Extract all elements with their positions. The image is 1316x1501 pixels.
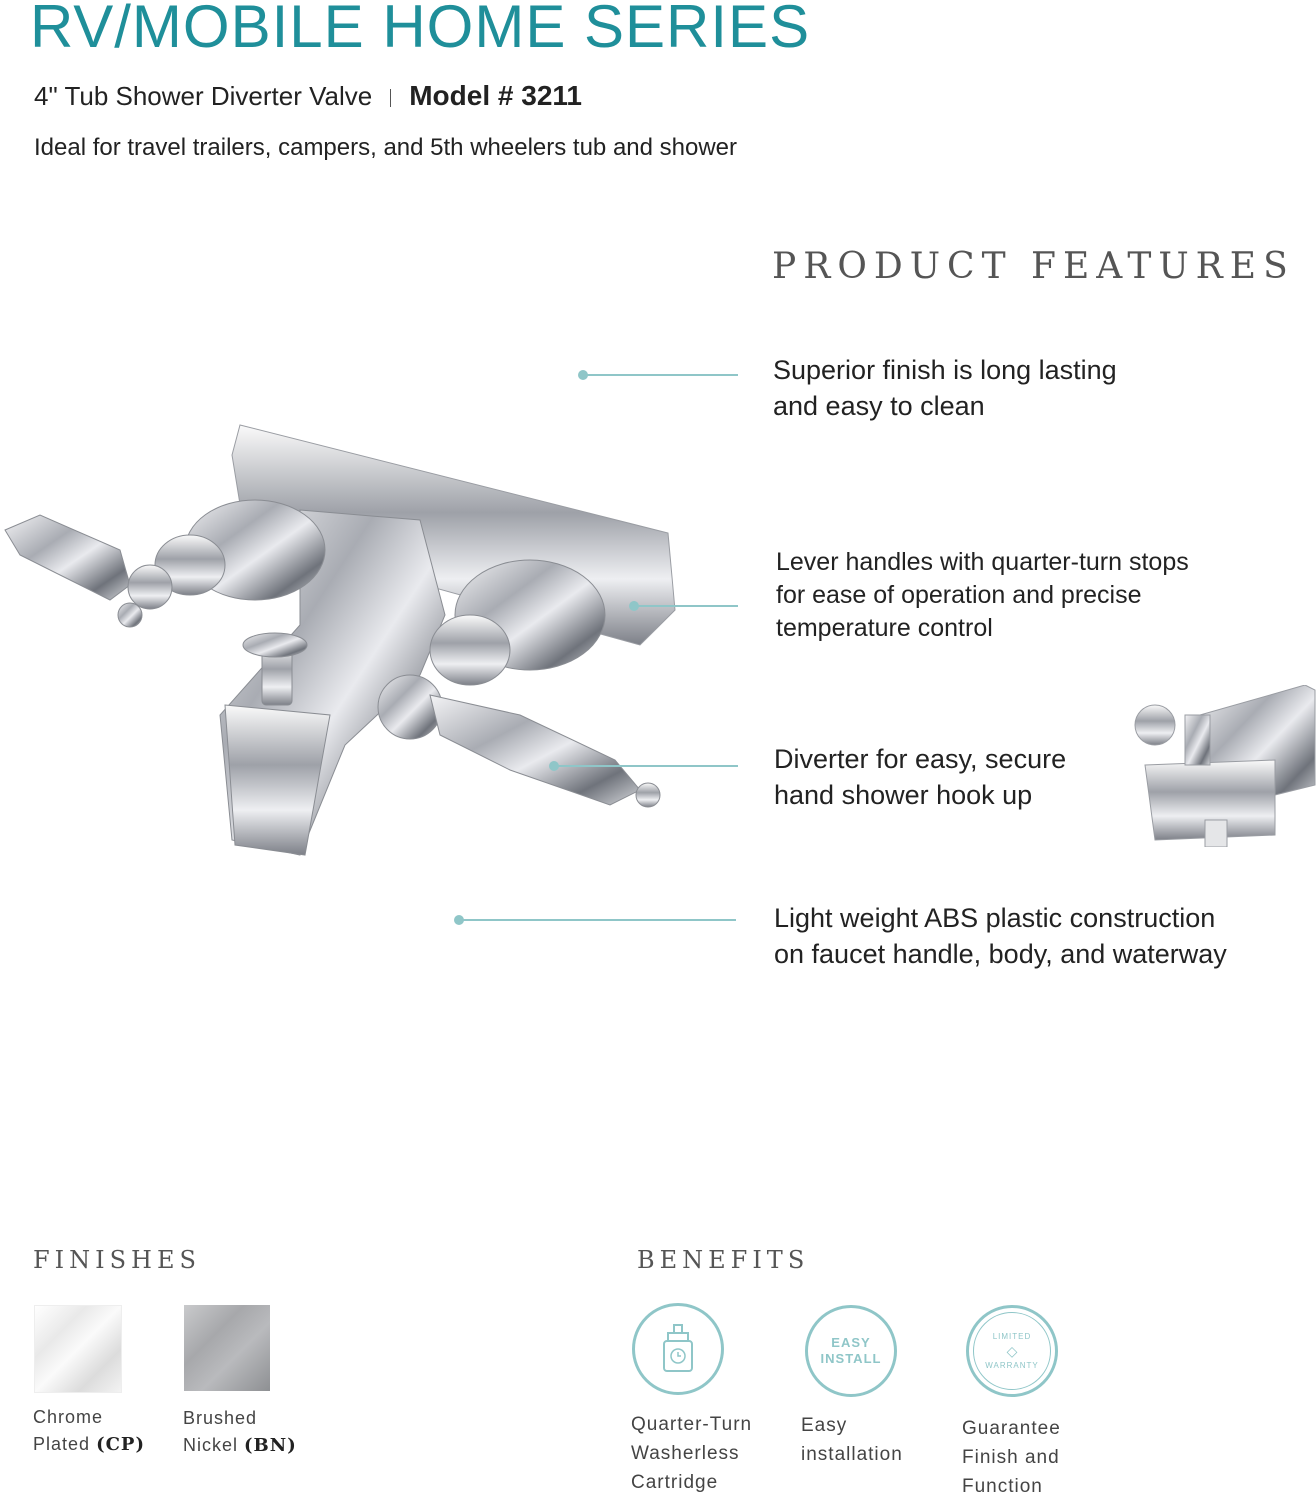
chrome-swatch [34, 1305, 122, 1393]
callout-line [554, 765, 738, 767]
easy-install-icon [805, 1305, 897, 1397]
callout-line [459, 919, 736, 921]
features-heading: PRODUCT FEATURES [772, 246, 1295, 287]
feature-line: for ease of operation and precise [776, 581, 1142, 609]
finishes-heading: FINISHES [33, 1246, 201, 1274]
benefit-easy-install-label: Easy installation [801, 1415, 903, 1465]
finish-nickel-label [183, 1405, 297, 1459]
divider [390, 89, 391, 107]
product-subtitle [34, 80, 582, 112]
benefit-cartridge-label: Quarter-Turn Washerless Cartridge [631, 1414, 753, 1493]
feature-line: temperature control [776, 614, 993, 642]
easy-install-icon-text: INSTALL [820, 1351, 882, 1366]
callout-line [634, 605, 738, 607]
faucet-product-image [0, 415, 700, 875]
finish-code: (CP) [96, 1434, 145, 1455]
feature-line: Diverter for easy, secure [774, 744, 1067, 774]
benefits-heading: BENEFITS [637, 1246, 810, 1274]
brushed-nickel-swatch [184, 1305, 270, 1391]
feature-line: on faucet handle, body, and waterway [774, 939, 1227, 969]
finish-chrome-label [33, 1404, 145, 1458]
finish-line: Plated [33, 1434, 91, 1454]
feature-line: hand shower hook up [774, 780, 1033, 810]
warranty-icon [966, 1305, 1058, 1397]
cartridge-icon [632, 1303, 724, 1395]
feature-finish [773, 352, 1117, 424]
finish-code: (BN) [244, 1435, 297, 1456]
feature-line: Superior finish is long lasting [773, 355, 1117, 385]
product-name: 4" Tub Shower Diverter Valve [34, 81, 373, 111]
feature-lever-handles [776, 546, 1189, 645]
warranty-icon-text: LIMITED [992, 1332, 1032, 1341]
easy-install-icon-text: EASY [831, 1335, 871, 1350]
page-title: RV/MOBILE HOME SERIES [30, 0, 811, 60]
finish-line: Brushed [183, 1408, 258, 1428]
feature-line: Lever handles with quarter-turn stops [776, 548, 1189, 576]
feature-diverter [774, 741, 1066, 813]
feature-line: Light weight ABS plastic construction [774, 903, 1216, 933]
benefit-warranty-label: Guarantee Finish and Function [962, 1418, 1061, 1497]
warranty-icon-text: WARRANTY [985, 1361, 1039, 1370]
diamond-icon: ◇ [1006, 1343, 1018, 1359]
feature-line: and easy to clean [773, 391, 985, 421]
diverter-detail-image [1125, 685, 1316, 847]
feature-abs-construction [774, 900, 1227, 972]
tagline: Ideal for travel trailers, campers, and 5th wheelers tub and shower [34, 134, 738, 161]
finish-line: Nickel [183, 1435, 239, 1455]
model-number: Model # 3211 [409, 80, 582, 111]
finish-line: Chrome [33, 1407, 104, 1427]
callout-line [583, 374, 738, 376]
